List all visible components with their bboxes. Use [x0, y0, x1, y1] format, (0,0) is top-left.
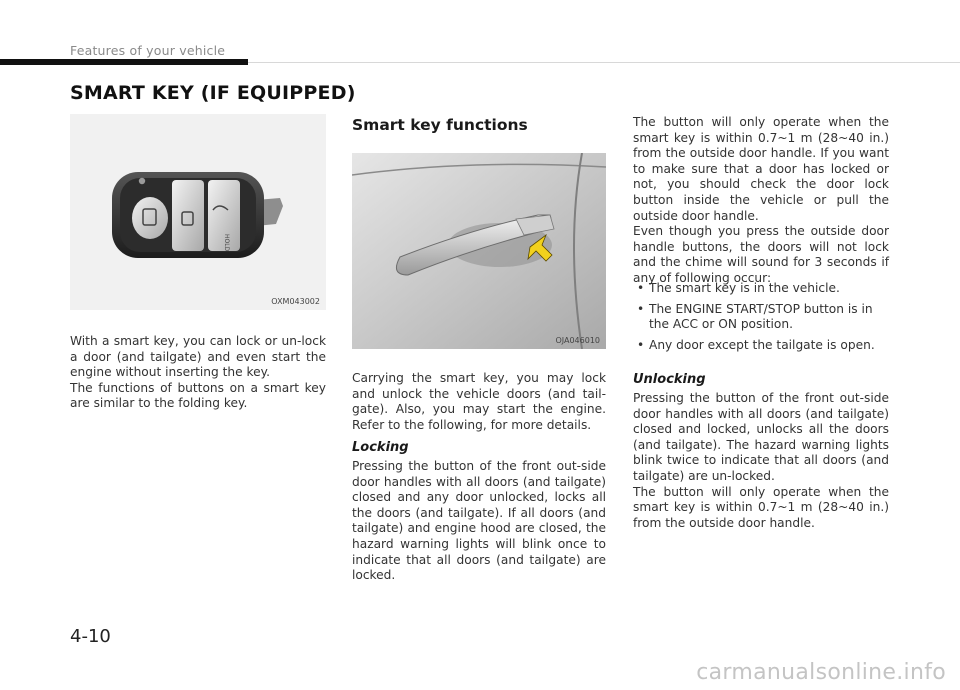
figure-code: OJA046010 [555, 336, 600, 345]
header-bar [0, 59, 248, 65]
watermark: carmanualsonline.info [696, 660, 946, 685]
range-text [633, 115, 889, 287]
list-item: • Any door except the tailgate is open. [637, 337, 875, 352]
header-rule [248, 62, 960, 63]
paragraph: The button will only operate when the smart key is within 0.7~1 m (28~40 in.) from the outside door handle. [633, 484, 889, 530]
hold-label: HOLD [223, 234, 230, 252]
paragraph: Even though you press the outside door handle buttons, the doors will not lock and the chime will sound for 3 seconds if any of following occur: [633, 224, 889, 285]
page-number: 4-10 [70, 626, 111, 647]
paragraph: The button will only operate when the smart key is within 0.7~1 m (28~40 in.) from the outside door handle. If you want to make sure that a door has locked or not, you should check the door lock button inside the vehicle or pull the outside door handle. [633, 115, 889, 223]
figure-code: OXM043002 [271, 297, 320, 306]
subsection-heading: Locking [352, 440, 409, 455]
paragraph: Carrying the smart key, you may lock and unlock the vehicle doors (and tail-gate). Also, you may start the engine. Refer to the following, for more details. [352, 371, 606, 432]
functions-text [352, 371, 606, 433]
paragraph: With a smart key, you can lock or un-lock a door (and tailgate) and even start the engine without inserting the key. [70, 334, 326, 380]
smart-key-figure [70, 114, 326, 310]
smart-key-illustration [70, 114, 326, 310]
condition-list [633, 281, 889, 358]
unlocking-text [633, 391, 889, 531]
section-heading: Smart key functions [352, 116, 528, 134]
section-header: Features of your vehicle [70, 43, 226, 58]
paragraph: Pressing the button of the front out-side door handles with all doors (and tailgate) closed and any door unlocked, locks all the doors (and tailgate). If all doors (and tailgate) and engine hood are closed, the hazard warning lights will blink once to indicate that all doors (and tailgate) are locked. [352, 459, 606, 583]
paragraph: The functions of buttons on a smart key are similar to the folding key. [70, 380, 326, 411]
subsection-heading: Unlocking [633, 372, 706, 387]
door-handle-figure [352, 153, 606, 349]
door-handle-illustration [352, 153, 606, 349]
list-item: • The smart key is in the vehicle. [637, 281, 840, 295]
locking-text [352, 459, 606, 584]
list-item: • The ENGINE START/STOP button is in the ACC or ON position. [637, 301, 873, 332]
paragraph: Pressing the button of the front out-side door handles with all doors (and tailgate) closed and locked, unlocks all the doors (and tailgate). The hazard warning lights blink twice to indicate that all doors (and tailgate) are un-locked. [633, 391, 889, 483]
page-title: SMART KEY (IF EQUIPPED) [70, 82, 356, 104]
intro-text [70, 334, 326, 412]
